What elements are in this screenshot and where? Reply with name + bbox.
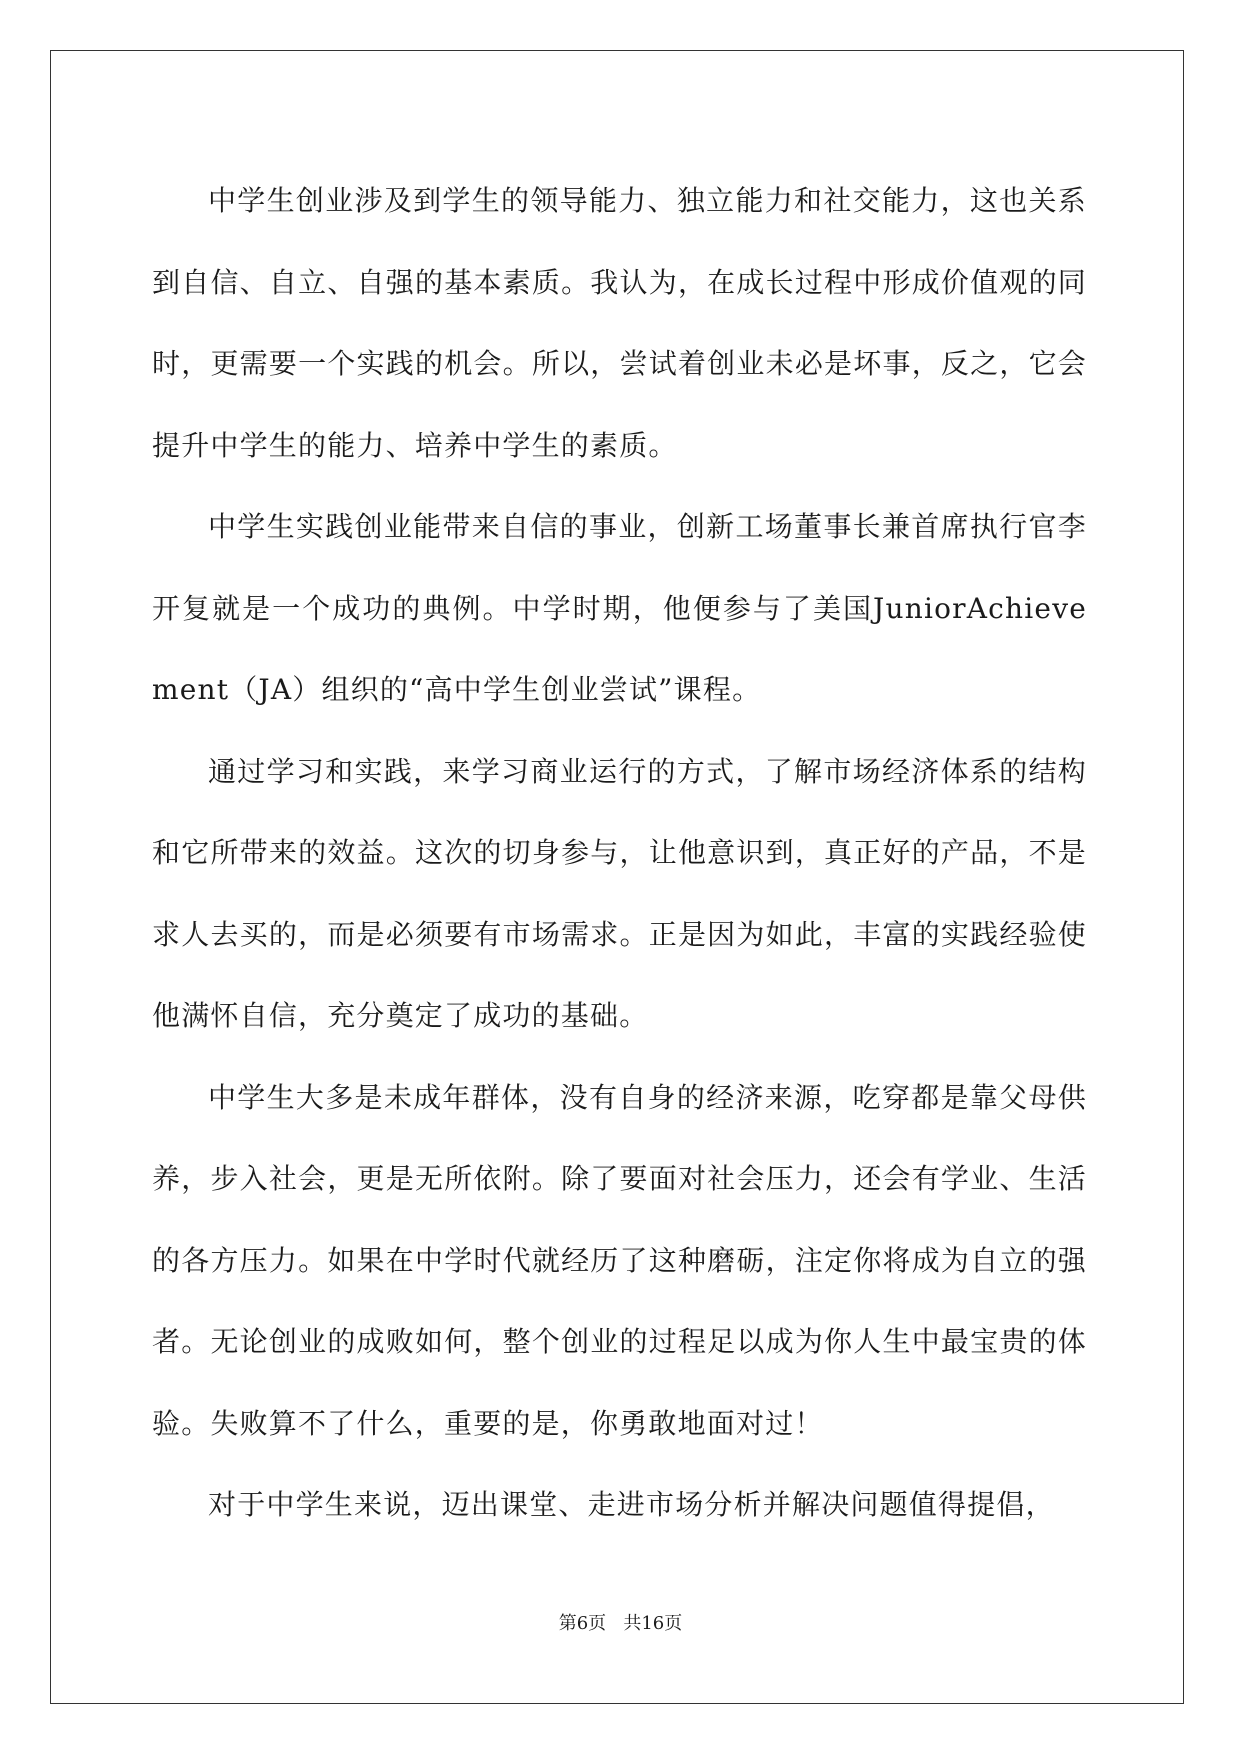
page-footer: [0, 1612, 1241, 1636]
paragraph-1: 中学生创业涉及到学生的领导能力、独立能力和社交能力，这也关系到自信、自立、自强的基本素质。我认为，在成长过程中形成价值观的同时，更需要一个实践的机会。所以，尝试着创业未必是坏事，反之，它会提升中学生的能力、培养中学生的素质。: [152, 184, 1087, 462]
page-number: 第6页: [558, 1613, 607, 1634]
footer-separator: [606, 1613, 623, 1634]
paragraph-4: 中学生大多是未成年群体，没有自身的经济来源，吃穿都是靠父母供养，步入社会，更是无所依附。除了要面对社会压力，还会有学业、生活的各方压力。如果在中学时代就经历了这种磨砺，注定你将成为自立的强者。无论创业的成败如何，整个创业的过程足以成为你人生中最宝贵的体验。失败算不了什么，重要的是，你勇敢地面对过！: [152, 1080, 1087, 1440]
paragraph-5: 对于中学生来说，迈出课堂、走进市场分析并解决问题值得提倡，: [208, 1488, 1055, 1521]
paragraph-2: 中学生实践创业能带来自信的事业，创新工场董事长兼首席执行官李开复就是一个成功的典例。中学时期，他便参与了美国JuniorAchievement（JA）组织的“高中学生创业尝试”课程。: [152, 510, 1087, 706]
paragraph-3: 通过学习和实践，来学习商业运行的方式，了解市场经济体系的结构和它所带来的效益。这次的切身参与，让他意识到，真正好的产品，不是求人去买的，而是必须要有市场需求。正是因为如此，丰富的实践经验使他满怀自信，充分奠定了成功的基础。: [152, 754, 1087, 1032]
page-total: 共16页: [623, 1613, 683, 1634]
document-body: [152, 160, 1087, 1546]
